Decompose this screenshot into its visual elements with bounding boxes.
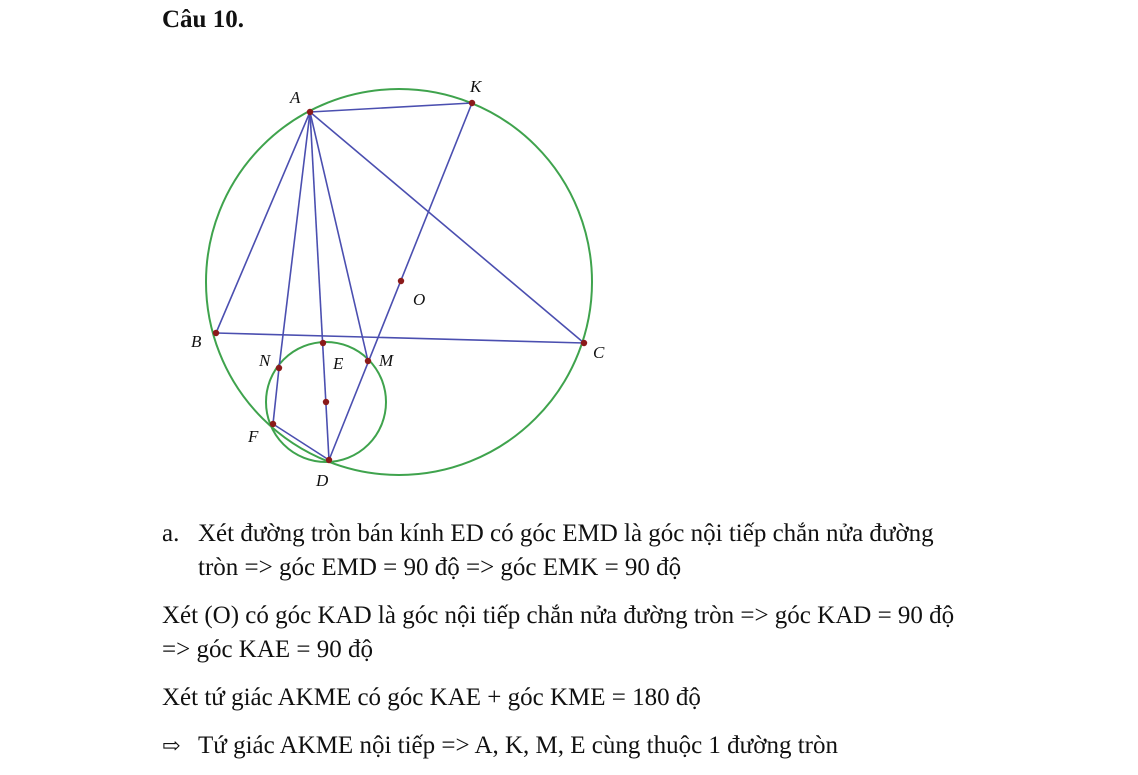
- part-a-marker: a.: [162, 520, 180, 547]
- segment-fn: [273, 368, 279, 424]
- label-o: O: [413, 290, 426, 309]
- point-d: [326, 457, 332, 463]
- segment-bc: [216, 333, 584, 343]
- point-a: [307, 109, 313, 115]
- paragraph-3: [162, 681, 701, 715]
- paragraph-2-text-1: Xét (O) có góc KAD là góc nội tiếp chắn nửa đường tròn => góc KAD = 90 độ: [162, 602, 955, 629]
- paragraph-3-text: Xét tứ giác AKME có góc KAE + góc KME = 180 độ: [162, 684, 701, 711]
- point-m: [365, 358, 371, 364]
- conclusion-line: [162, 729, 838, 763]
- point-o: [398, 278, 404, 284]
- point-b: [213, 330, 219, 336]
- conclusion-text: Tứ giác AKME nội tiếp => A, K, M, E cùng thuộc 1 đường tròn: [198, 732, 838, 759]
- label-d: D: [316, 471, 329, 490]
- right-arrow-icon: ⇨: [162, 733, 181, 758]
- paragraph-2-line2: [162, 633, 373, 667]
- part-a-text-2: tròn => góc EMD = 90 độ => góc EMK = 90 độ: [198, 554, 682, 581]
- part-a-text-1: Xét đường tròn bán kính ED có góc EMD là góc nội tiếp chắn nửa đường: [198, 520, 934, 547]
- point-f: [270, 421, 276, 427]
- point-e: [320, 340, 326, 346]
- label-c: C: [593, 343, 605, 362]
- part-a-line2: [162, 551, 681, 585]
- label-m: M: [379, 351, 394, 370]
- paragraph-2-text-2: => góc KAE = 90 độ: [162, 636, 374, 663]
- label-e: E: [333, 354, 344, 373]
- label-a: A: [290, 88, 301, 107]
- points: [213, 100, 587, 463]
- point-n: [276, 365, 282, 371]
- paragraph-2-line1: [162, 599, 954, 633]
- label-f: F: [248, 427, 259, 446]
- point-k: [469, 100, 475, 106]
- label-k: K: [470, 77, 482, 96]
- point-center-ed: [323, 399, 329, 405]
- segment-ac: [310, 112, 584, 343]
- part-a-line1: [162, 517, 934, 551]
- question-heading: Câu 10.: [162, 6, 244, 33]
- segment-am: [310, 112, 368, 361]
- segment-ak: [310, 103, 472, 112]
- point-c: [581, 340, 587, 346]
- segment-ad: [310, 112, 329, 460]
- label-n: N: [259, 351, 271, 370]
- label-b: B: [191, 332, 202, 351]
